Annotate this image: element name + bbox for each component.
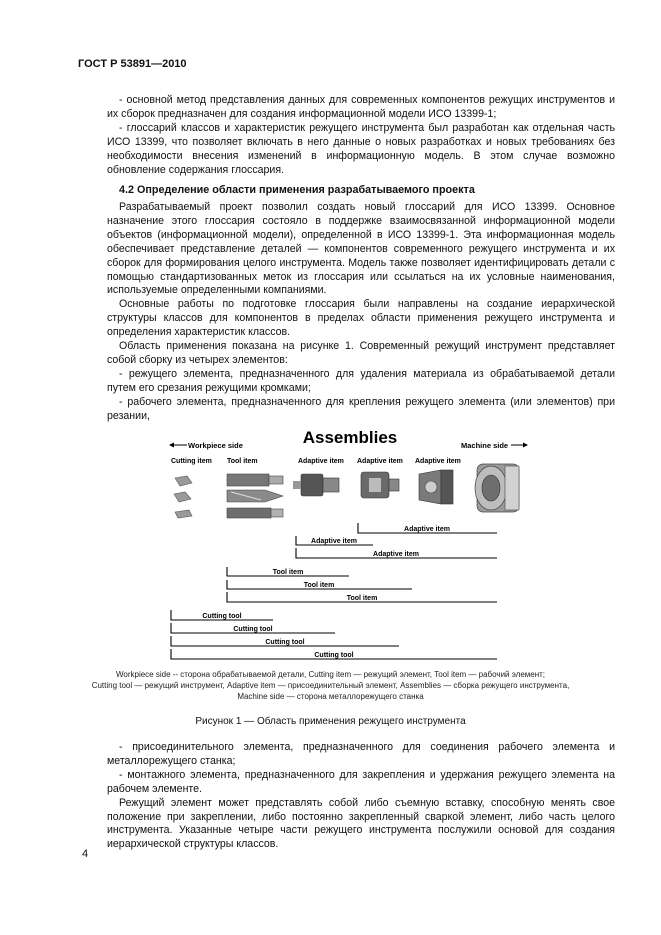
section-body: [107, 201, 615, 424]
machine-side-label: Machine side: [461, 441, 509, 450]
range-label: Cutting tool: [202, 613, 242, 620]
intro-list: [107, 94, 615, 177]
range-label: Cutting tool: [314, 652, 354, 659]
paragraph: - режущего элемента, предназначенного для удаления материала из обрабатываемой детали путем его срезания режущими кромками;: [107, 367, 615, 394]
paragraph: Разрабатываемый проект позволил создать новый глоссарий для ИСО 13399. Основное назначение этого глоссария состояло в поддержке взаимосвязанной информационной модели объектов (информационной модели), определенной в ИСО 13399-1. Эта информационная модель обеспечивает представление деталей — компонентов современного режущего инструмента и их сборок для формирования целого инструмента. Модель также позволяет идентифицировать детали с помощью стандартизованных меток из глоссария или ссылаться на их условные наименования, используемые определенными компаниями.: [107, 201, 615, 297]
range-label: Tool item: [272, 569, 304, 576]
column-label: Adaptive item: [357, 458, 403, 465]
range-label: Tool item: [303, 582, 335, 589]
machine-spindle-image: [475, 464, 519, 512]
adaptive-item-image: [361, 472, 399, 498]
paragraph: Режущий элемент может представлять собой либо съемную вставку, способную менять свое положение при закреплении, либо постоянно закрепленный сваркой элемент, либо часть целого инструмента. Указанные четыре части режущего инструмента послужили основой для создания иерархической структуры классов.: [107, 796, 615, 851]
workpiece-side-arrow: [169, 443, 187, 448]
paragraph: - монтажного элемента, предназначенного для закрепления и удержания режущего элемента на рабочем элементе.: [107, 768, 615, 795]
legend-line: Cutting tool — режущий инструмент, Adaptive item — присоединительный элемент, Assemblies — сборка режущего инструмента,: [91, 681, 570, 690]
continuation-body: [107, 741, 615, 852]
figure-title: Assemblies: [302, 428, 398, 447]
figure-legend: [60, 669, 601, 702]
range-label: Adaptive item: [311, 538, 357, 545]
document-header: ГОСТ Р 53891—2010: [78, 58, 187, 70]
range-label: Adaptive item: [373, 551, 419, 558]
range-label: Adaptive item: [404, 526, 450, 533]
paragraph: - рабочего элемента, предназначенного для крепления режущего элемента (или элементов) при резании,: [107, 395, 615, 422]
column-label: Tool item: [227, 458, 258, 465]
column-label: Cutting item: [171, 458, 212, 465]
paragraph: Основные работы по подготовке глоссария были направлены на создание иерархической структуры классов для компонентов в пределах области применения режущего инструмента и определения характеристик классов.: [107, 298, 615, 339]
workpiece-side-label: Workpiece side: [188, 441, 243, 450]
column-label: Adaptive item: [298, 458, 344, 465]
figure-caption: Рисунок 1 — Область применения режущего инструмента: [195, 716, 466, 727]
paragraph: Область применения показана на рисунке 1. Современный режущий инструмент представляет собой сборку из четырех элементов:: [107, 340, 615, 366]
machine-side-arrow: [511, 443, 528, 448]
assemblies-figure: [165, 426, 535, 666]
paragraph: - присоединительного элемента, предназначенного для соединения рабочего элемента и металлорежущего станка;: [107, 741, 615, 767]
page-number: 4: [82, 848, 89, 860]
legend-line: Workpiece side -- сторона обрабатываемой детали, Cutting item — режущий элемент, Tool item — рабочий элемент;: [115, 670, 546, 679]
range-label: Tool item: [346, 595, 378, 602]
adaptive-item-image: [419, 470, 453, 504]
tool-item-image: [227, 474, 283, 518]
cutting-item-image: [174, 476, 192, 518]
adaptive-item-image: [293, 474, 339, 496]
legend-line: Machine side — сторона металлорежущего станка: [237, 692, 424, 701]
range-label: Cutting tool: [265, 639, 305, 646]
column-label: Adaptive item: [415, 458, 461, 465]
range-label: Cutting tool: [233, 626, 273, 633]
paragraph: - основной метод представления данных для современных компонентов режущих инструментов и их сборок предназначен для создания информационной модели ИСО 13399-1;: [107, 94, 615, 120]
paragraph: - глоссарий классов и характеристик режущего инструмента был разработан как отдельная часть ИСО 13399, что позволяет включать в него данные о новых разработках и новых требованиях без необходимости внесения изменений в информационную модель. В этом случае возможно обновление содержания глоссария.: [107, 121, 615, 176]
section-title: 4.2 Определение области применения разрабатываемого проекта: [119, 184, 475, 196]
